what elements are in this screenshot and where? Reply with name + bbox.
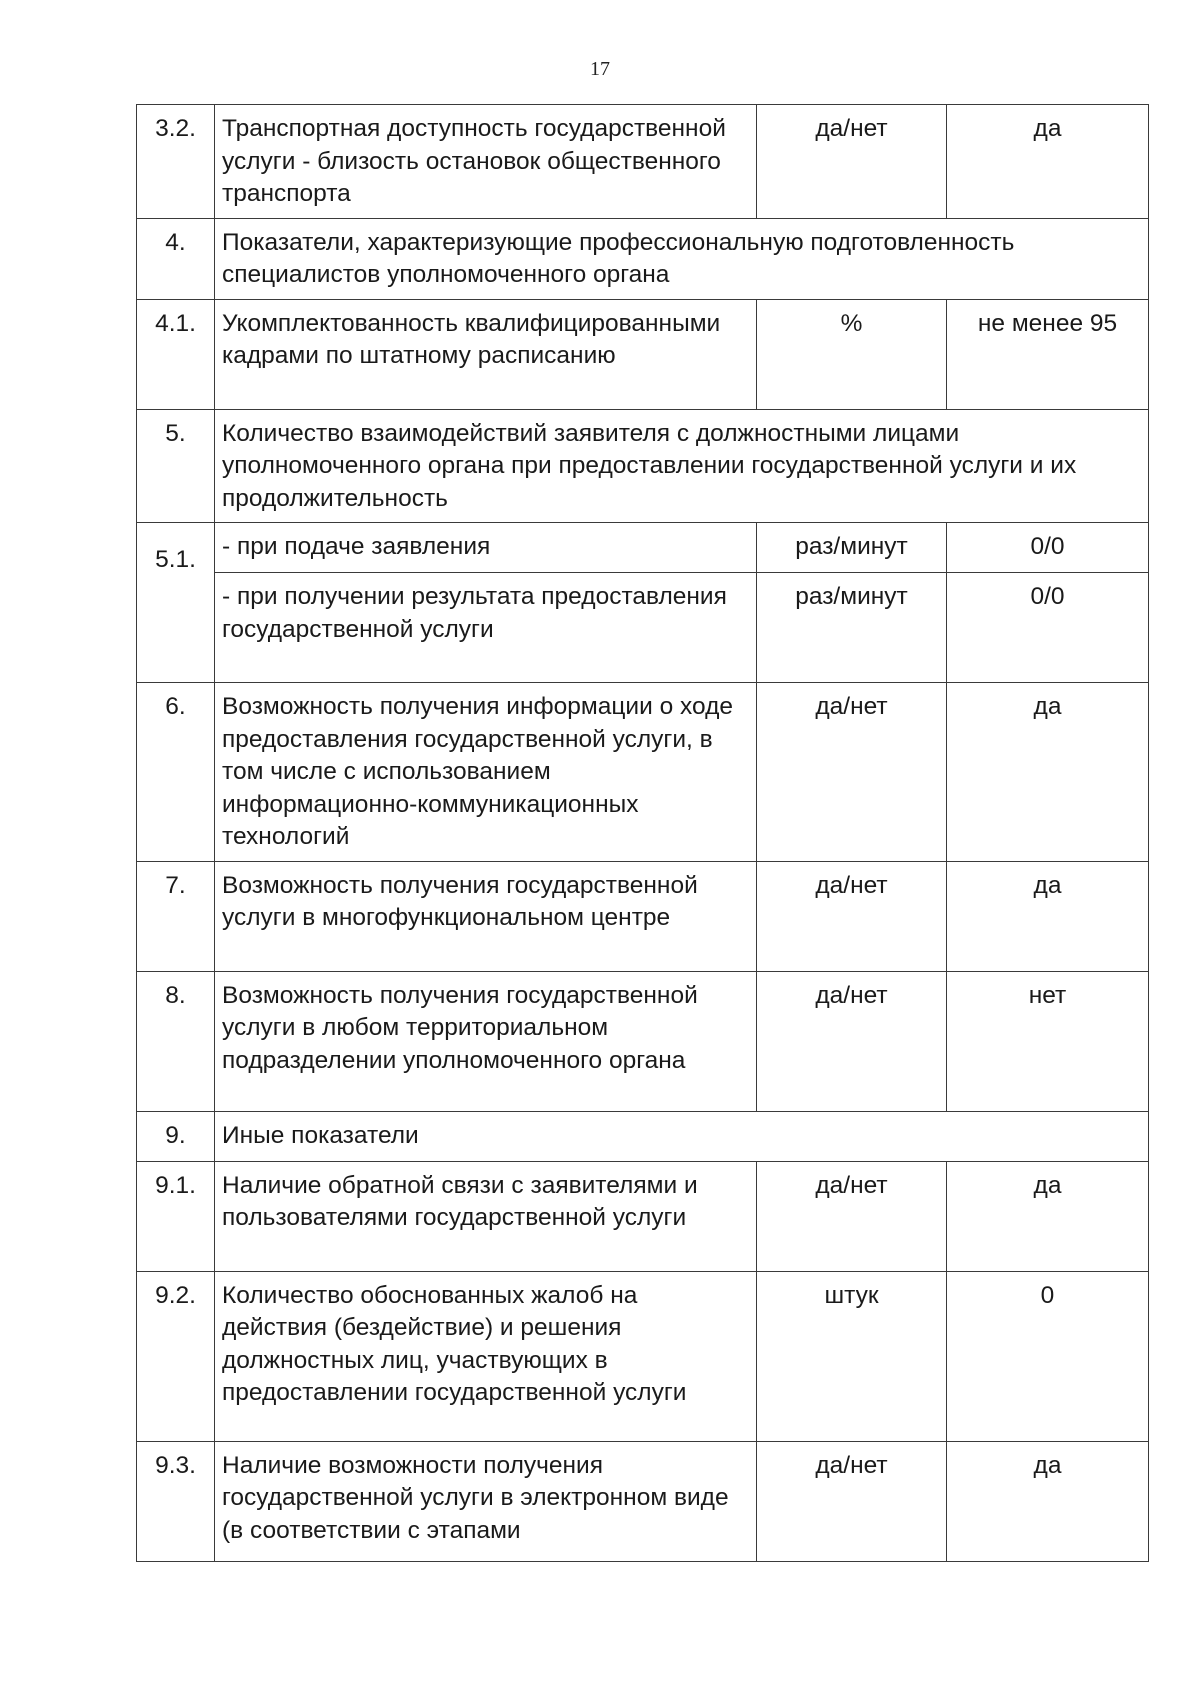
unit-of-measure: да/нет <box>757 105 947 219</box>
table-row <box>137 683 1149 862</box>
row-number: 9. <box>137 1111 215 1161</box>
unit-of-measure: да/нет <box>757 861 947 971</box>
norm-value: да <box>947 683 1149 862</box>
indicator-name: Возможность получения информации о ходе предоставления государственной услуги, в том числе с использованием информационно-коммуникационных технологий <box>215 683 757 862</box>
table-row-section <box>137 1111 1149 1161</box>
indicator-name: Транспортная доступность государственной услуги - близость остановок общественного транспорта <box>215 105 757 219</box>
indicator-name: Количество обоснованных жалоб на действия (бездействие) и решения должностных лиц, участвующих в предоставлении государственной услуги <box>215 1271 757 1441</box>
unit-of-measure: раз/минут <box>757 523 947 573</box>
row-number: 4. <box>137 218 215 299</box>
norm-value: да <box>947 1441 1149 1561</box>
table-row <box>137 1441 1149 1561</box>
row-number: 5.1. <box>137 523 215 683</box>
norm-value: 0/0 <box>947 523 1149 573</box>
norm-value: не менее 95 <box>947 299 1149 409</box>
norm-value: да <box>947 1161 1149 1271</box>
row-number: 9.1. <box>137 1161 215 1271</box>
indicator-name: Наличие возможности получения государственной услуги в электронном виде (в соответствии с этапами <box>215 1441 757 1561</box>
unit-of-measure: % <box>757 299 947 409</box>
table-row <box>137 971 1149 1111</box>
table-row <box>137 105 1149 219</box>
section-title: Иные показатели <box>215 1111 1149 1161</box>
indicator-name: Возможность получения государственной услуги в любом территориальном подразделении уполномоченного органа <box>215 971 757 1111</box>
table-row <box>137 1161 1149 1271</box>
indicator-name: - при получении результата предоставления государственной услуги <box>215 573 757 683</box>
row-number: 5. <box>137 409 215 523</box>
table-row <box>137 1271 1149 1441</box>
indicator-name: Укомплектованность квалифицированными кадрами по штатному расписанию <box>215 299 757 409</box>
unit-of-measure: да/нет <box>757 1441 947 1561</box>
unit-of-measure: да/нет <box>757 683 947 862</box>
table-row <box>137 523 1149 573</box>
row-number: 9.2. <box>137 1271 215 1441</box>
unit-of-measure: штук <box>757 1271 947 1441</box>
row-number: 9.3. <box>137 1441 215 1561</box>
row-number: 3.2. <box>137 105 215 219</box>
table-row <box>137 299 1149 409</box>
row-number: 8. <box>137 971 215 1111</box>
unit-of-measure: да/нет <box>757 1161 947 1271</box>
page-number: 17 <box>590 58 610 80</box>
table-row <box>137 861 1149 971</box>
section-title: Показатели, характеризующие профессиональную подготовленность специалистов уполномоченного органа <box>215 218 1149 299</box>
section-title: Количество взаимодействий заявителя с должностными лицами уполномоченного органа при предоставлении государственной услуги и их продолжительность <box>215 409 1149 523</box>
indicator-name: - при подаче заявления <box>215 523 757 573</box>
norm-value: нет <box>947 971 1149 1111</box>
norm-value: 0/0 <box>947 573 1149 683</box>
unit-of-measure: да/нет <box>757 971 947 1111</box>
table-row-section <box>137 218 1149 299</box>
indicator-name: Наличие обратной связи с заявителями и пользователями государственной услуги <box>215 1161 757 1271</box>
indicators-table <box>136 104 1149 1562</box>
table-row-section <box>137 409 1149 523</box>
norm-value: да <box>947 861 1149 971</box>
unit-of-measure: раз/минут <box>757 573 947 683</box>
row-number: 6. <box>137 683 215 862</box>
norm-value: 0 <box>947 1271 1149 1441</box>
table-row <box>137 573 1149 683</box>
indicator-name: Возможность получения государственной услуги в многофункциональном центре <box>215 861 757 971</box>
row-number: 4.1. <box>137 299 215 409</box>
norm-value: да <box>947 105 1149 219</box>
row-number: 7. <box>137 861 215 971</box>
